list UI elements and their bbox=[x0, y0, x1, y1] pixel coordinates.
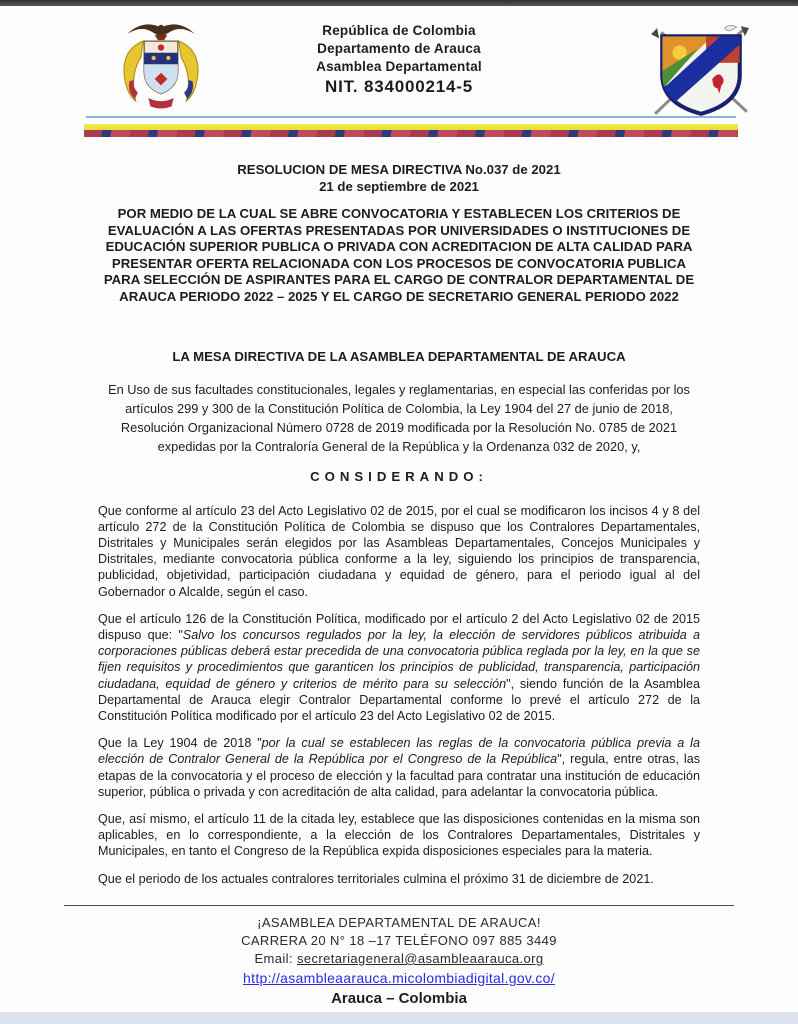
considerando-heading: CONSIDERANDO: bbox=[310, 468, 488, 484]
paragraph-3-lead: Que la Ley 1904 de 2018 " bbox=[98, 736, 262, 751]
paragraph-4: Que, así mismo, el artículo 11 de la citada ley, establece que las disposiciones contenidas en la misma son aplicables, en lo correspondiente, a la elección de los Contralores Departamentales, Distritales y Municipales, en tanto el Congreso de la República expida disposiciones especiales para la materia. bbox=[98, 812, 700, 859]
letterhead-line-assembly: Asamblea Departamental bbox=[316, 58, 482, 74]
resolution-subject: POR MEDIO DE LA CUAL SE ABRE CONVOCATORIA Y ESTABLECEN LOS CRITERIOS DE EVALUACIÓN A LAS OFERTAS PRESENTADAS POR UNIVERSIDADES O INSTITUCIONES DE EDUCACIÓN SUPERIOR PUBLICA O PRIVADA CON ACREDITACION DE ALTA CALIDAD PARA PRESENTAR OFERTA RELACIONADA CON LOS PROCESOS DE CONVOCATORIA PUBLICA PARA SELECCIÓN DE ASPIRANTES PARA EL CARGO DE CONTRALOR DEPARTAMENTAL DE ARAUCA PERIODO 2022 – 2025 Y EL CARGO DE SECRETARIO GENERAL PERIODO 2022 bbox=[103, 206, 695, 304]
footer-divider bbox=[64, 905, 734, 906]
arauca-coat-of-arms-icon bbox=[642, 22, 760, 124]
letterhead-line-country: República de Colombia bbox=[322, 23, 476, 38]
paragraph-2-lead: Que el artículo 126 de la Constitución Política, modificado por el artículo 2 del Acto Legislativo 02 de 2015 dispuso que: " bbox=[98, 611, 700, 642]
scan-edge-bottom bbox=[0, 1012, 798, 1024]
resolution-title: RESOLUCION DE MESA DIRECTIVA No.037 de 2021 bbox=[237, 162, 561, 177]
footer-city: Arauca – Colombia bbox=[331, 990, 467, 1007]
paragraph-3-quote: por la cual se establecen las reglas de la convocatoria pública previa a la elección de Contralor General de la República por el Congreso de la República bbox=[98, 736, 700, 767]
colombia-coat-of-arms-icon bbox=[106, 18, 216, 118]
footer-website-link[interactable]: http://asambleaarauca.micolombiadigital.gov.co/ bbox=[243, 970, 555, 986]
footer-org-name: ¡ASAMBLEA DEPARTAMENTAL DE ARAUCA! bbox=[257, 915, 541, 930]
paragraph-1: Que conforme al artículo 23 del Acto Legislativo 02 de 2015, por el cual se modificaron los incisos 4 y 8 del artículo 272 de la Constitución Política de Colombia se dispuso que los Contralores Departamentales, Distritales y Municipales serán elegidos por las Asambleas Departamentales, Concejos Municipales y Distritales, mediante convocatoria pública conforme a la ley, siguiendo los principios de transparencia, publicidad, objetividad, participación ciudadana y equidad de género, para el periodo igual al del Gobernador o Alcalde, según el caso. bbox=[98, 503, 700, 599]
issuer-heading: LA MESA DIRECTIVA DE LA ASAMBLEA DEPARTAMENTAL DE ARAUCA bbox=[172, 348, 626, 364]
footer-address: CARRERA 20 N° 18 –17 TELÉFONO 097 885 3449 bbox=[241, 933, 557, 948]
flag-ribbon bbox=[84, 124, 738, 137]
footer-email-link[interactable]: secretariageneral@asambleaarauca.org bbox=[296, 951, 544, 966]
preamble-paragraph: En Uso de sus facultades constitucionales, legales y reglamentarias, en especial las conferidas por los artículos 299 y 300 de la Constitución Política de Colombia, la Ley 1904 del 27 de junio de 2018, Resolución Organizacional Número 0728 de 2019 modificada por la Resolución No. 0785 de 2021 expedidas por la Contraloría General de la República y la Ordenanza 032 de 2020, y, bbox=[108, 381, 690, 454]
resolution-date: 21 de septiembre de 2021 bbox=[319, 179, 479, 194]
footer-email-line bbox=[0, 950, 798, 968]
document-footer bbox=[0, 905, 798, 1010]
paragraph-2-tail: ", siendo función de la Asamblea Departamental de Arauca elegir Contralor Departamental conforme lo prevé el artículo 272 de la Constitución Política modificado por el artículo 23 del Acto Legislativo 02 de 2015. bbox=[98, 676, 700, 723]
paragraph-3-tail: ", regula, entre otras, las etapas de la convocatoria y el proceso de elección y la facultad para contratar una institución de educación superior, pública o privada y con acreditación de alta calidad, para adelantar la convocatoria pública. bbox=[98, 752, 701, 799]
paragraph-2-quote: Salvo los concursos regulados por la ley, la elección de servidores públicos atribuida a corporaciones públicas deberá estar precedida de una convocatoria pública reglada por la ley, en la que se fijen requisitos y procedimientos que garanticen los principios de publicidad, transparencia, participación ciudadana, equidad de género y criterios de mérito para su selección bbox=[98, 627, 701, 691]
paragraph-5: Que el periodo de los actuales contralores territoriales culmina el próximo 31 de diciembre de 2021. bbox=[98, 871, 654, 886]
paragraph-3 bbox=[98, 735, 700, 800]
letterhead-nit: NIT. 834000214-5 bbox=[325, 77, 473, 97]
letterhead-text bbox=[239, 6, 559, 97]
footer-email-label: Email: bbox=[254, 951, 297, 966]
footer-website-line bbox=[0, 968, 798, 988]
letterhead bbox=[0, 6, 798, 106]
resolution-body bbox=[0, 137, 798, 887]
letterhead-line-department: Departamento de Arauca bbox=[317, 40, 481, 56]
paragraph-2 bbox=[98, 611, 700, 724]
